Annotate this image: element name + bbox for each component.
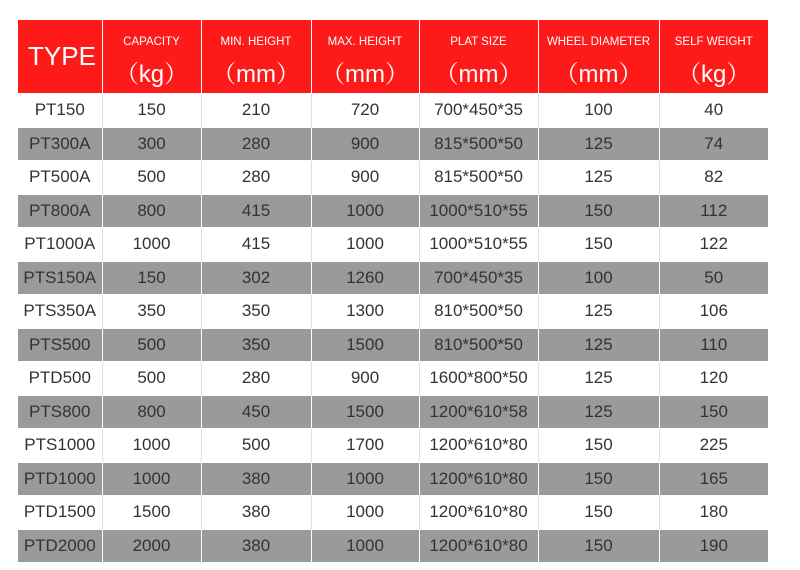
cell-type: PTS350A bbox=[18, 295, 102, 329]
cell-plat-size: 1000*510*55 bbox=[419, 194, 538, 228]
table-body bbox=[18, 94, 768, 563]
table-row bbox=[18, 395, 768, 429]
cell-self-weight: 112 bbox=[659, 194, 768, 228]
cell-capacity: 150 bbox=[102, 94, 201, 128]
header-unit: （kg） bbox=[114, 61, 189, 88]
cell-max-height: 1300 bbox=[311, 295, 419, 329]
cell-capacity: 800 bbox=[102, 395, 201, 429]
table-header-row bbox=[18, 20, 768, 94]
cell-wheel-diameter: 125 bbox=[538, 362, 659, 396]
cell-self-weight: 190 bbox=[659, 529, 768, 562]
cell-min-height: 350 bbox=[201, 328, 311, 362]
cell-wheel-diameter: 125 bbox=[538, 328, 659, 362]
cell-max-height: 1000 bbox=[311, 529, 419, 562]
cell-plat-size: 1200*610*80 bbox=[419, 462, 538, 496]
cell-min-height: 500 bbox=[201, 429, 311, 463]
cell-self-weight: 40 bbox=[659, 94, 768, 128]
cell-max-height: 1700 bbox=[311, 429, 419, 463]
cell-plat-size: 1200*610*80 bbox=[419, 496, 538, 530]
cell-capacity: 350 bbox=[102, 295, 201, 329]
header-label: SELF WEIGHT bbox=[674, 36, 753, 48]
cell-max-height: 1000 bbox=[311, 194, 419, 228]
cell-self-weight: 165 bbox=[659, 462, 768, 496]
cell-min-height: 380 bbox=[201, 462, 311, 496]
header-label: CAPACITY bbox=[123, 36, 180, 48]
cell-capacity: 150 bbox=[102, 261, 201, 295]
header-unit: （kg） bbox=[677, 61, 751, 88]
cell-capacity: 1000 bbox=[102, 462, 201, 496]
cell-min-height: 380 bbox=[201, 529, 311, 562]
cell-self-weight: 106 bbox=[659, 295, 768, 329]
table-row bbox=[18, 529, 768, 562]
cell-self-weight: 225 bbox=[659, 429, 768, 463]
cell-self-weight: 50 bbox=[659, 261, 768, 295]
cell-min-height: 450 bbox=[201, 395, 311, 429]
header-unit: （mm） bbox=[212, 61, 300, 88]
cell-type: PTS800 bbox=[18, 395, 102, 429]
cell-type: PT1000A bbox=[18, 228, 102, 262]
header-unit: （mm） bbox=[434, 61, 523, 88]
header-type: TYPE bbox=[18, 20, 102, 94]
table-row bbox=[18, 362, 768, 396]
cell-self-weight: 150 bbox=[659, 395, 768, 429]
cell-plat-size: 815*500*50 bbox=[419, 161, 538, 195]
cell-type: PT800A bbox=[18, 194, 102, 228]
header-plat-size bbox=[419, 20, 538, 94]
header-wheel-diameter bbox=[538, 20, 659, 94]
cell-capacity: 500 bbox=[102, 362, 201, 396]
cell-type: PTS1000 bbox=[18, 429, 102, 463]
cell-plat-size: 700*450*35 bbox=[419, 261, 538, 295]
table-row bbox=[18, 127, 768, 161]
header-min-height bbox=[201, 20, 311, 94]
cell-capacity: 300 bbox=[102, 127, 201, 161]
cell-capacity: 1000 bbox=[102, 228, 201, 262]
cell-min-height: 280 bbox=[201, 161, 311, 195]
cell-type: PT300A bbox=[18, 127, 102, 161]
cell-max-height: 900 bbox=[311, 362, 419, 396]
cell-type: PT500A bbox=[18, 161, 102, 195]
cell-type: PTD500 bbox=[18, 362, 102, 396]
cell-plat-size: 1200*610*80 bbox=[419, 529, 538, 562]
cell-min-height: 280 bbox=[201, 127, 311, 161]
cell-max-height: 720 bbox=[311, 94, 419, 128]
header-label: MAX. HEIGHT bbox=[327, 36, 403, 48]
cell-wheel-diameter: 150 bbox=[538, 462, 659, 496]
header-capacity bbox=[102, 20, 201, 94]
cell-min-height: 415 bbox=[201, 228, 311, 262]
cell-capacity: 500 bbox=[102, 328, 201, 362]
table-row bbox=[18, 462, 768, 496]
cell-self-weight: 180 bbox=[659, 496, 768, 530]
cell-plat-size: 815*500*50 bbox=[419, 127, 538, 161]
cell-self-weight: 120 bbox=[659, 362, 768, 396]
cell-wheel-diameter: 100 bbox=[538, 261, 659, 295]
cell-wheel-diameter: 150 bbox=[538, 228, 659, 262]
cell-self-weight: 74 bbox=[659, 127, 768, 161]
cell-capacity: 500 bbox=[102, 161, 201, 195]
cell-wheel-diameter: 125 bbox=[538, 161, 659, 195]
cell-plat-size: 1200*610*80 bbox=[419, 429, 538, 463]
cell-max-height: 1000 bbox=[311, 496, 419, 530]
cell-wheel-diameter: 150 bbox=[538, 496, 659, 530]
cell-self-weight: 122 bbox=[659, 228, 768, 262]
cell-max-height: 900 bbox=[311, 161, 419, 195]
cell-min-height: 302 bbox=[201, 261, 311, 295]
cell-wheel-diameter: 150 bbox=[538, 529, 659, 562]
cell-type: PT150 bbox=[18, 94, 102, 128]
table-row bbox=[18, 194, 768, 228]
spec-table bbox=[18, 20, 768, 562]
cell-wheel-diameter: 125 bbox=[538, 395, 659, 429]
cell-wheel-diameter: 150 bbox=[538, 429, 659, 463]
cell-min-height: 350 bbox=[201, 295, 311, 329]
cell-plat-size: 1200*610*58 bbox=[419, 395, 538, 429]
cell-plat-size: 810*500*50 bbox=[419, 328, 538, 362]
table-row bbox=[18, 295, 768, 329]
table-row bbox=[18, 161, 768, 195]
cell-type: PTD1000 bbox=[18, 462, 102, 496]
cell-type: PTD1500 bbox=[18, 496, 102, 530]
header-unit: （mm） bbox=[554, 61, 643, 88]
cell-max-height: 1260 bbox=[311, 261, 419, 295]
cell-max-height: 1500 bbox=[311, 328, 419, 362]
cell-min-height: 380 bbox=[201, 496, 311, 530]
cell-plat-size: 1600*800*50 bbox=[419, 362, 538, 396]
cell-self-weight: 82 bbox=[659, 161, 768, 195]
cell-max-height: 1500 bbox=[311, 395, 419, 429]
cell-capacity: 2000 bbox=[102, 529, 201, 562]
cell-plat-size: 810*500*50 bbox=[419, 295, 538, 329]
header-unit: （mm） bbox=[321, 61, 409, 88]
table-row bbox=[18, 94, 768, 128]
cell-type: PTD2000 bbox=[18, 529, 102, 562]
cell-wheel-diameter: 150 bbox=[538, 194, 659, 228]
header-label: WHEEL DIAMETER bbox=[546, 36, 651, 48]
cell-min-height: 415 bbox=[201, 194, 311, 228]
cell-min-height: 210 bbox=[201, 94, 311, 128]
cell-capacity: 1500 bbox=[102, 496, 201, 530]
table-row bbox=[18, 328, 768, 362]
header-self-weight bbox=[659, 20, 768, 94]
cell-type: PTS150A bbox=[18, 261, 102, 295]
header-label: MIN. HEIGHT bbox=[220, 36, 292, 48]
table-row bbox=[18, 261, 768, 295]
cell-max-height: 1000 bbox=[311, 462, 419, 496]
cell-wheel-diameter: 125 bbox=[538, 295, 659, 329]
cell-type: PTS500 bbox=[18, 328, 102, 362]
cell-wheel-diameter: 125 bbox=[538, 127, 659, 161]
cell-plat-size: 1000*510*55 bbox=[419, 228, 538, 262]
table-row bbox=[18, 496, 768, 530]
cell-plat-size: 700*450*35 bbox=[419, 94, 538, 128]
cell-max-height: 900 bbox=[311, 127, 419, 161]
cell-wheel-diameter: 100 bbox=[538, 94, 659, 128]
cell-capacity: 1000 bbox=[102, 429, 201, 463]
table-row bbox=[18, 429, 768, 463]
cell-max-height: 1000 bbox=[311, 228, 419, 262]
cell-capacity: 800 bbox=[102, 194, 201, 228]
header-label: PLAT SIZE bbox=[450, 36, 507, 48]
cell-self-weight: 110 bbox=[659, 328, 768, 362]
header-max-height bbox=[311, 20, 419, 94]
cell-min-height: 280 bbox=[201, 362, 311, 396]
table-row bbox=[18, 228, 768, 262]
